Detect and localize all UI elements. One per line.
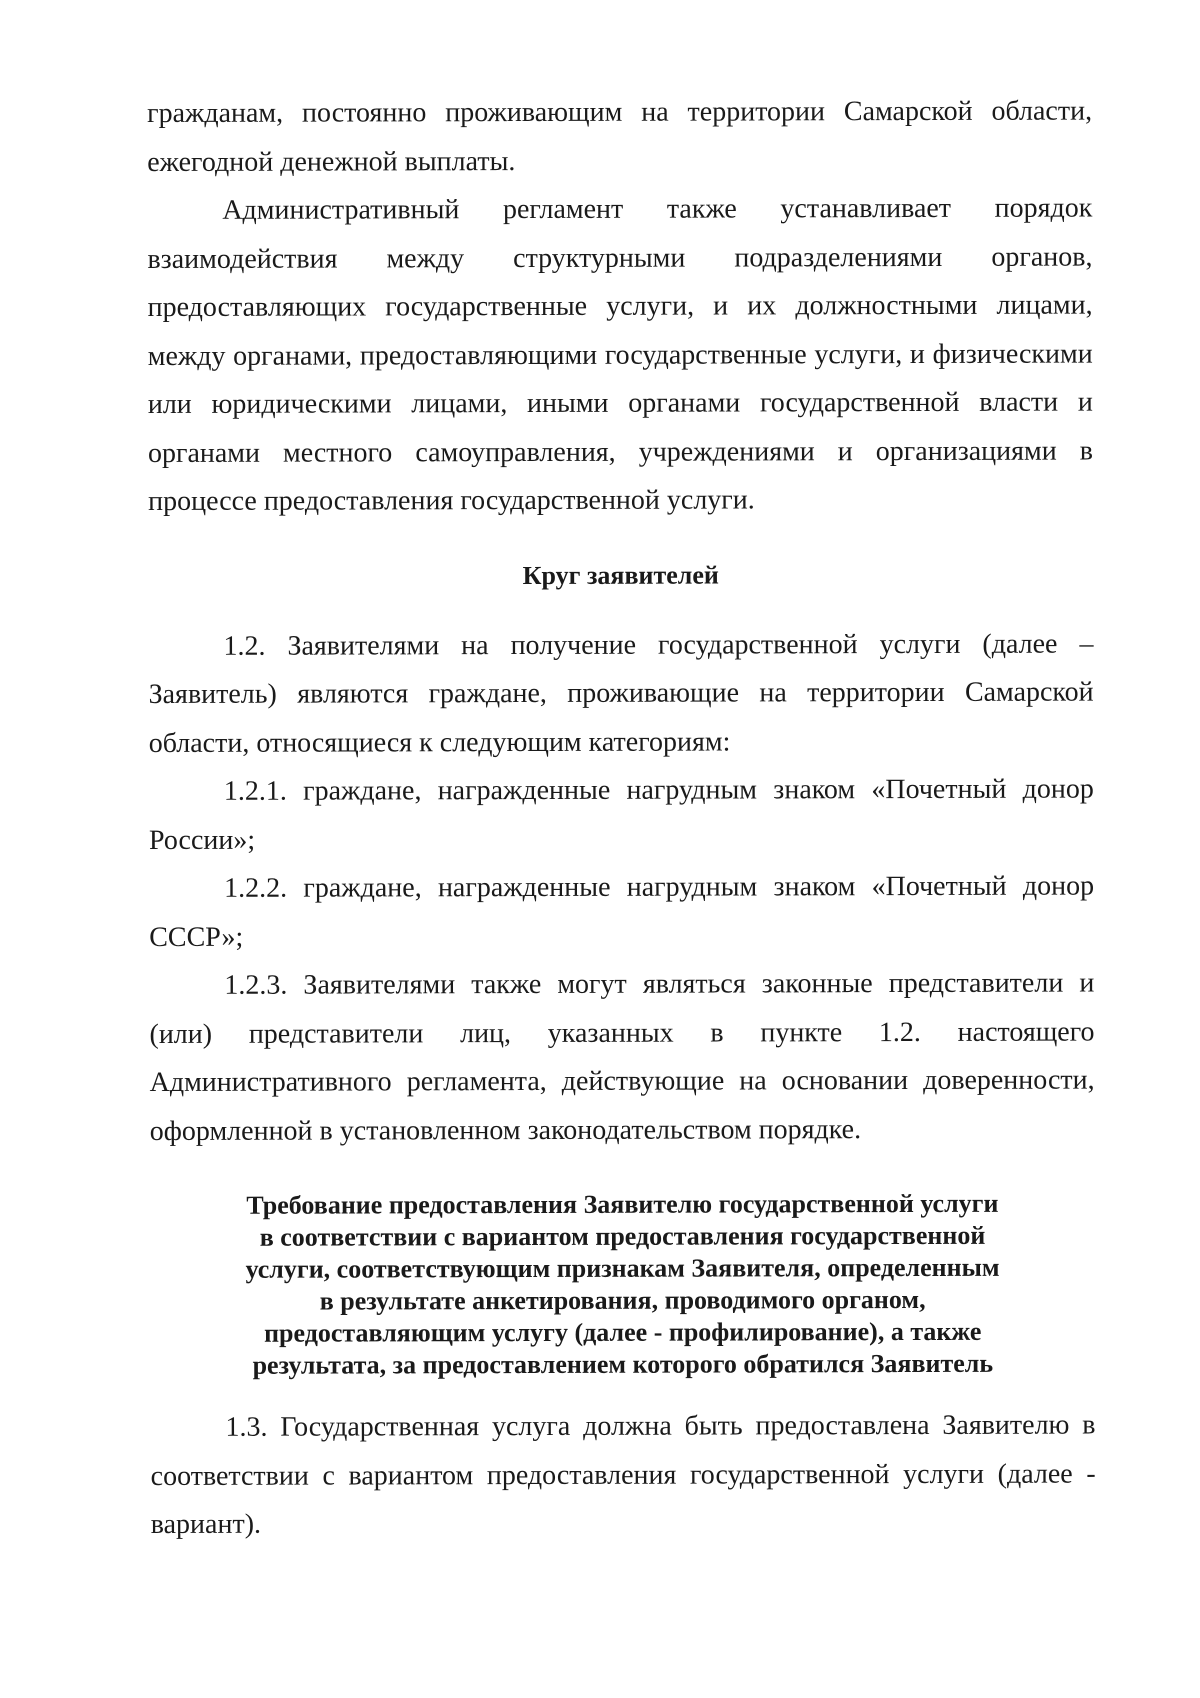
paragraph-1-2-1: 1.2.1. граждане, награжденные нагрудным знаком «Почетный донор России»; — [148, 773, 1094, 856]
section-heading-service-variant — [150, 1188, 1095, 1382]
intro-paragraph-regulation: Административный регламент также устанавливает порядок взаимодействия между структурными подразделениями органов, предоставляющих государственные услуги, и их должностными лицами, между органами, предоставляющими государственные услуги, и физическими или юридическими лицами, иными органами государственной власти и органами местного самоуправления, учреждениями и организациями в процессе предоставления государственной услуги. — [147, 192, 1093, 517]
heading-line: в соответствии с вариантом предоставления государственной — [259, 1220, 986, 1252]
section-heading-applicants: Круг заявителей — [522, 560, 719, 590]
paragraph-1-2-2: 1.2.2. граждане, награжденные нагрудным знаком «Почетный донор СССР»; — [149, 870, 1095, 953]
heading-line: Требование предоставления Заявителю государственной услуги — [246, 1188, 999, 1220]
intro-paragraph-continuation: гражданам, постоянно проживающим на территории Самарской области, ежегодной денежной выплаты. — [147, 95, 1093, 178]
document-body — [147, 88, 1096, 1550]
paragraph-1-2: 1.2. Заявителями на получение государственной услуги (далее – Заявитель) являются граждане, проживающие на территории Самарской области, относящиеся к следующим категориям: — [148, 628, 1094, 759]
heading-line: предоставляющим услугу (далее - профилирование), а также — [264, 1316, 982, 1348]
heading-line: в результате анкетирования, проводимого органом, — [319, 1284, 926, 1316]
paragraph-1-2-3: 1.2.3. Заявителями также могут являться законные представители и (или) представители лиц, указанных в пункте 1.2. настоящего Административного регламента, действующие на основании доверенности, оформленной в установленном законодательством порядке. — [149, 967, 1095, 1147]
heading-line: результата, за предоставлением которого обратился Заявитель — [252, 1348, 994, 1380]
heading-line: услуги, соответствующим признакам Заявителя, определенным — [245, 1252, 1000, 1284]
paragraph-1-3: 1.3. Государственная услуга должна быть предоставлена Заявителю в соответствии с вариантом предоставления государственной услуги (далее - вариант). — [150, 1409, 1096, 1540]
